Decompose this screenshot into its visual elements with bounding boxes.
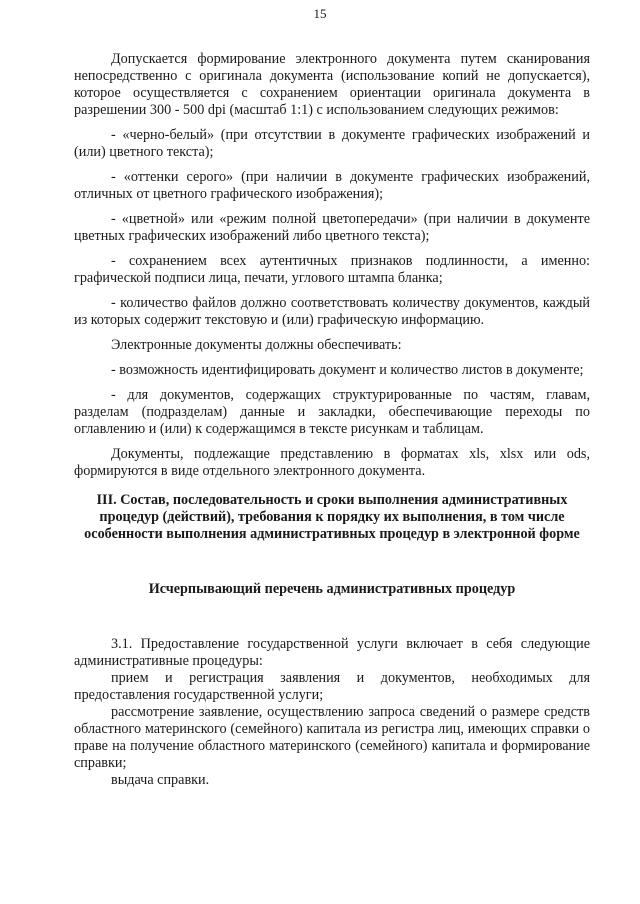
list-item-identify: - возможность идентифицировать документ и количество листов в документе; [111,362,584,378]
paragraph-spreadsheets: Документы, подлежащие представлению в форматах xls, xlsx или ods, формируются в виде отдельного электронного документа. [74,446,590,479]
procedure-item-issue: выдача справки. [111,772,210,788]
procedure-item-review: рассмотрение заявление, осуществлению запроса сведений о размере средств областного материнского (семейного) капитала из регистра лиц, имеющих справки о праве на получение областного материнского (семейного) капитала и формирование справки; [74,704,590,771]
page-number: 15 [313,6,327,21]
section-heading: III. Состав, последовательность и сроки выполнения административных процедур (действий), требования к порядку их выполнения, в том числе особенности выполнения административных процедур в электронной форме [84,492,580,542]
list-item-authenticity: - сохранением всех аутентичных признаков подлинности, а именно: графической подписи лица, печати, углового штампа бланка; [74,253,590,286]
paragraph-scanning: Допускается формирование электронного документа путем сканирования непосредственно с оригинала документа (использование копий не допускается), которое осуществляется с сохранением ориентации оригинала документа в разрешении 300 - 500 dpi (масштаб 1:1) с использованием следующих режимов: [74,51,590,118]
list-item-structured: - для документов, содержащих структурированные по частям, главам, разделам (подразделам) данные и закладки, обеспечивающие переходы по оглавлению и (или) к содержащимся в тексте рисункам и таблицам. [74,387,590,437]
document-body [74,51,590,789]
paragraph-electronic-docs: Электронные документы должны обеспечивать: [111,337,402,353]
list-item-color-mode: - «цветной» или «режим полной цветопередачи» (при наличии в документе цветных графических изображений либо цветного текста); [74,211,590,244]
procedures-intro: 3.1. Предоставление государственной услуги включает в себя следующие административные процедуры: [74,636,590,669]
list-item-grayscale-mode: - «оттенки серого» (при наличии в документе графических изображений, отличных от цветного графического изображения); [74,169,590,202]
subheading: Исчерпывающий перечень административных процедур [148,581,516,597]
procedure-item-intake: прием и регистрация заявления и документов, необходимых для предоставления государственной услуги; [74,670,590,703]
list-item-bw-mode: - «черно-белый» (при отсутствии в документе графических изображений и (или) цветного текста); [74,127,590,160]
list-item-file-count: - количество файлов должно соответствовать количеству документов, каждый из которых содержит текстовую и (или) графическую информацию. [74,295,590,328]
